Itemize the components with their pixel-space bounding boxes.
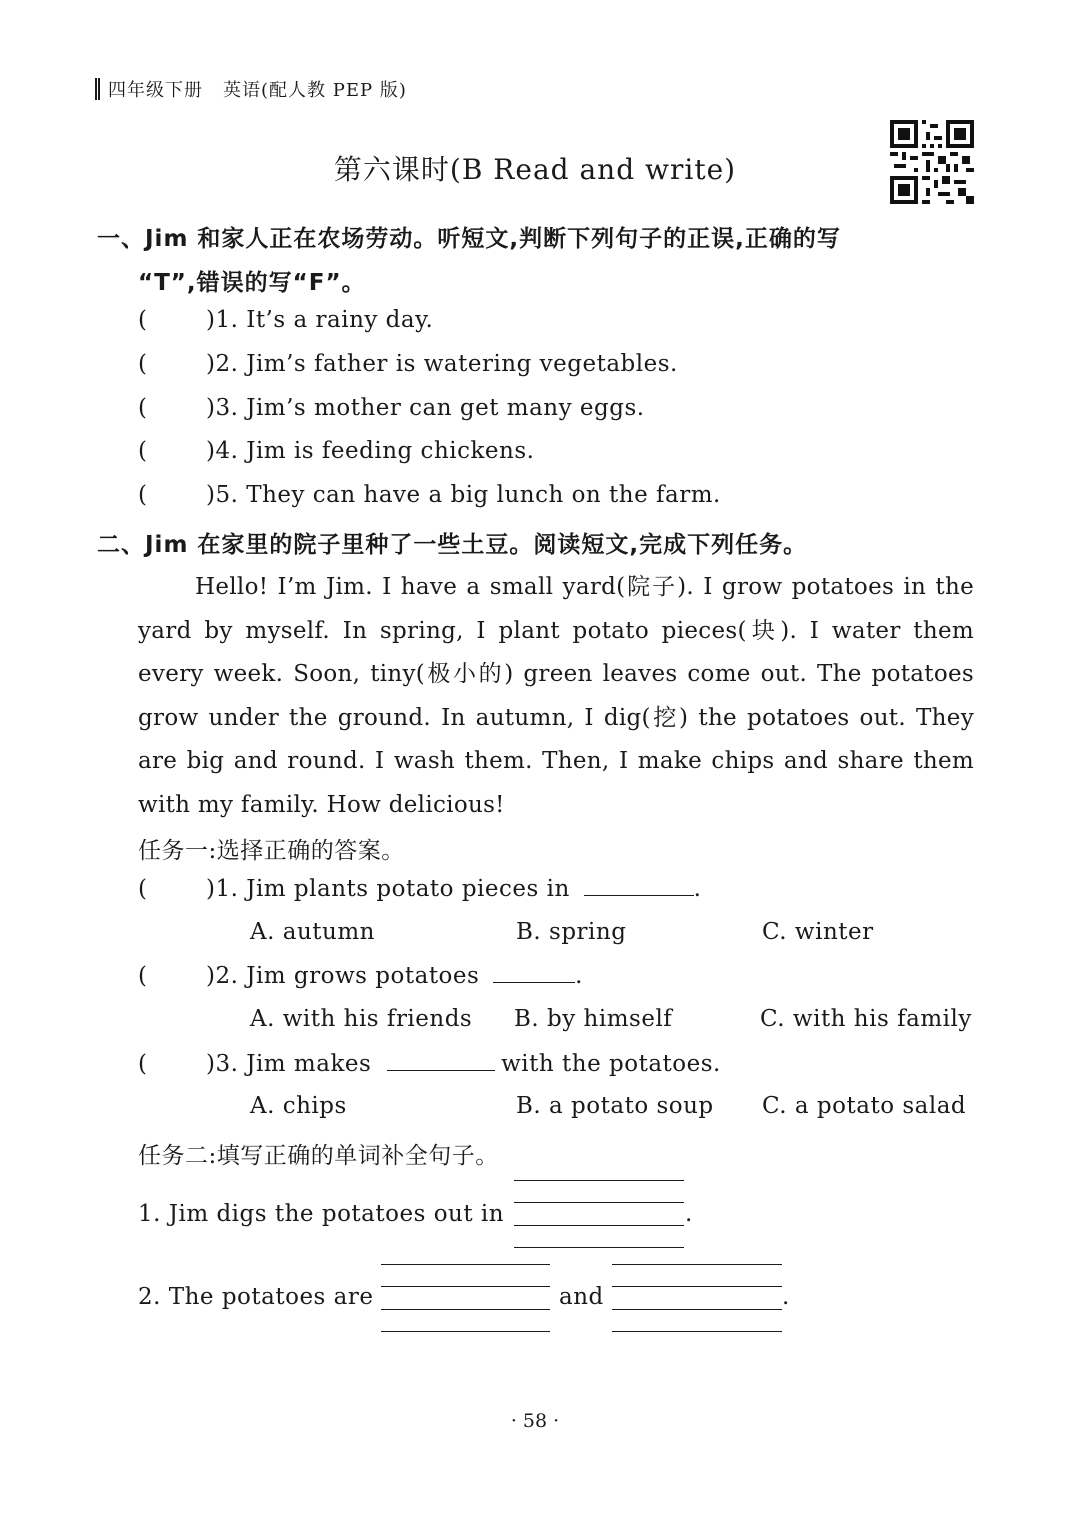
writing-line[interactable]: [381, 1309, 550, 1310]
fill-sentence-2: 2. The potatoes are: [138, 1284, 374, 1310]
option-1a: A. autumn: [250, 919, 375, 945]
judge-item-3-text: )3. Jim’s mother can get many eggs.: [206, 395, 645, 421]
option-2a: A. with his friends: [250, 1006, 473, 1032]
choice-question-3: [138, 1050, 721, 1077]
answer-paren: (: [138, 395, 148, 421]
writing-line: [612, 1264, 782, 1265]
judge-item-5-text: )5. They can have a big lunch on the farm.: [206, 482, 721, 508]
judge-item-2-text: )2. Jim’s father is watering vegetables.: [206, 351, 678, 377]
header-grade: 四年级下册: [108, 80, 203, 101]
choice-question-1-end: .: [693, 876, 702, 902]
writing-line: [612, 1331, 782, 1332]
answer-paren: (: [138, 307, 148, 333]
page-header: [95, 76, 407, 102]
answer-paren: (: [138, 876, 148, 902]
option-1c: C. winter: [762, 919, 874, 945]
judge-item-1: [138, 307, 433, 333]
writing-line: [381, 1286, 550, 1287]
choice-question-3-stem: )3. Jim makes: [206, 1051, 372, 1077]
writing-line: [514, 1180, 684, 1181]
section1-instruction-line1: 一、Jim 和家人正在农场劳动。听短文,判断下列句子的正误,正确的写: [97, 226, 841, 252]
task2-heading: 任务二:填写正确的单词补全句子。: [138, 1143, 499, 1169]
choice-question-1: [138, 875, 701, 902]
answer-blank[interactable]: [584, 875, 694, 896]
answer-paren: (: [138, 963, 148, 989]
answer-blank[interactable]: [387, 1050, 495, 1071]
fill-sentence-2-and: and: [559, 1284, 604, 1310]
writing-line[interactable]: [612, 1309, 782, 1310]
option-1b: B. spring: [516, 919, 627, 945]
writing-line: [514, 1202, 684, 1203]
header-subject: 英语(配人教 PEP 版): [223, 80, 407, 101]
option-3a: A. chips: [250, 1093, 347, 1119]
choice-question-2-end: .: [575, 963, 583, 989]
fill-sentence-1: 1. Jim digs the potatoes out in: [138, 1201, 505, 1227]
page-number: · 58 ·: [510, 1410, 560, 1432]
writing-line: [381, 1331, 550, 1332]
fill-sentence-1-end: .: [685, 1201, 693, 1227]
lesson-title: 第六课时(B Read and write): [333, 153, 737, 186]
judge-item-3: [138, 395, 645, 421]
writing-line: [612, 1286, 782, 1287]
reading-passage: Hello! I’m Jim. I have a small yard(院子). I grow potatoes in the yard by myself. In spring, I plant potato pieces(块). I water them every week. Soon, tiny(极小的) green leaves come out. The potatoes grow under the ground. In autumn, I dig(挖) the potatoes out. They are big and round. I wash them. Then, I make chips and share them with my family. How delicious!: [138, 574, 974, 818]
header-double-bar: [95, 78, 100, 100]
choice-question-2: [138, 962, 583, 989]
answer-paren: (: [138, 351, 148, 377]
answer-paren: (: [138, 438, 148, 464]
section2-instruction: 二、Jim 在家里的院子里种了一些土豆。阅读短文,完成下列任务。: [97, 532, 808, 558]
writing-line: [381, 1264, 550, 1265]
qr-code-icon: [890, 120, 974, 204]
judge-item-4: [138, 438, 534, 464]
option-2c: C. with his family: [760, 1006, 972, 1032]
answer-paren: (: [138, 1051, 148, 1077]
section1-instruction-line2: “T”,错误的写“F”。: [138, 270, 366, 296]
choice-question-3-end: with the potatoes.: [501, 1051, 721, 1077]
judge-item-1-text: )1. It’s a rainy day.: [206, 307, 434, 333]
option-3b: B. a potato soup: [516, 1093, 714, 1119]
option-3c: C. a potato salad: [762, 1093, 967, 1119]
answer-paren: (: [138, 482, 148, 508]
judge-item-2: [138, 351, 678, 377]
fill-sentence-2-end: .: [782, 1284, 790, 1310]
writing-line: [514, 1247, 684, 1248]
judge-item-4-text: )4. Jim is feeding chickens.: [206, 438, 535, 464]
judge-item-5: [138, 482, 721, 508]
writing-line[interactable]: [514, 1225, 684, 1226]
choice-question-2-stem: )2. Jim grows potatoes: [206, 963, 480, 989]
task1-heading: 任务一:选择正确的答案。: [138, 838, 405, 864]
choice-question-1-stem: )1. Jim plants potato pieces in: [206, 876, 570, 902]
answer-blank[interactable]: [493, 962, 575, 983]
option-2b: B. by himself: [514, 1006, 673, 1032]
